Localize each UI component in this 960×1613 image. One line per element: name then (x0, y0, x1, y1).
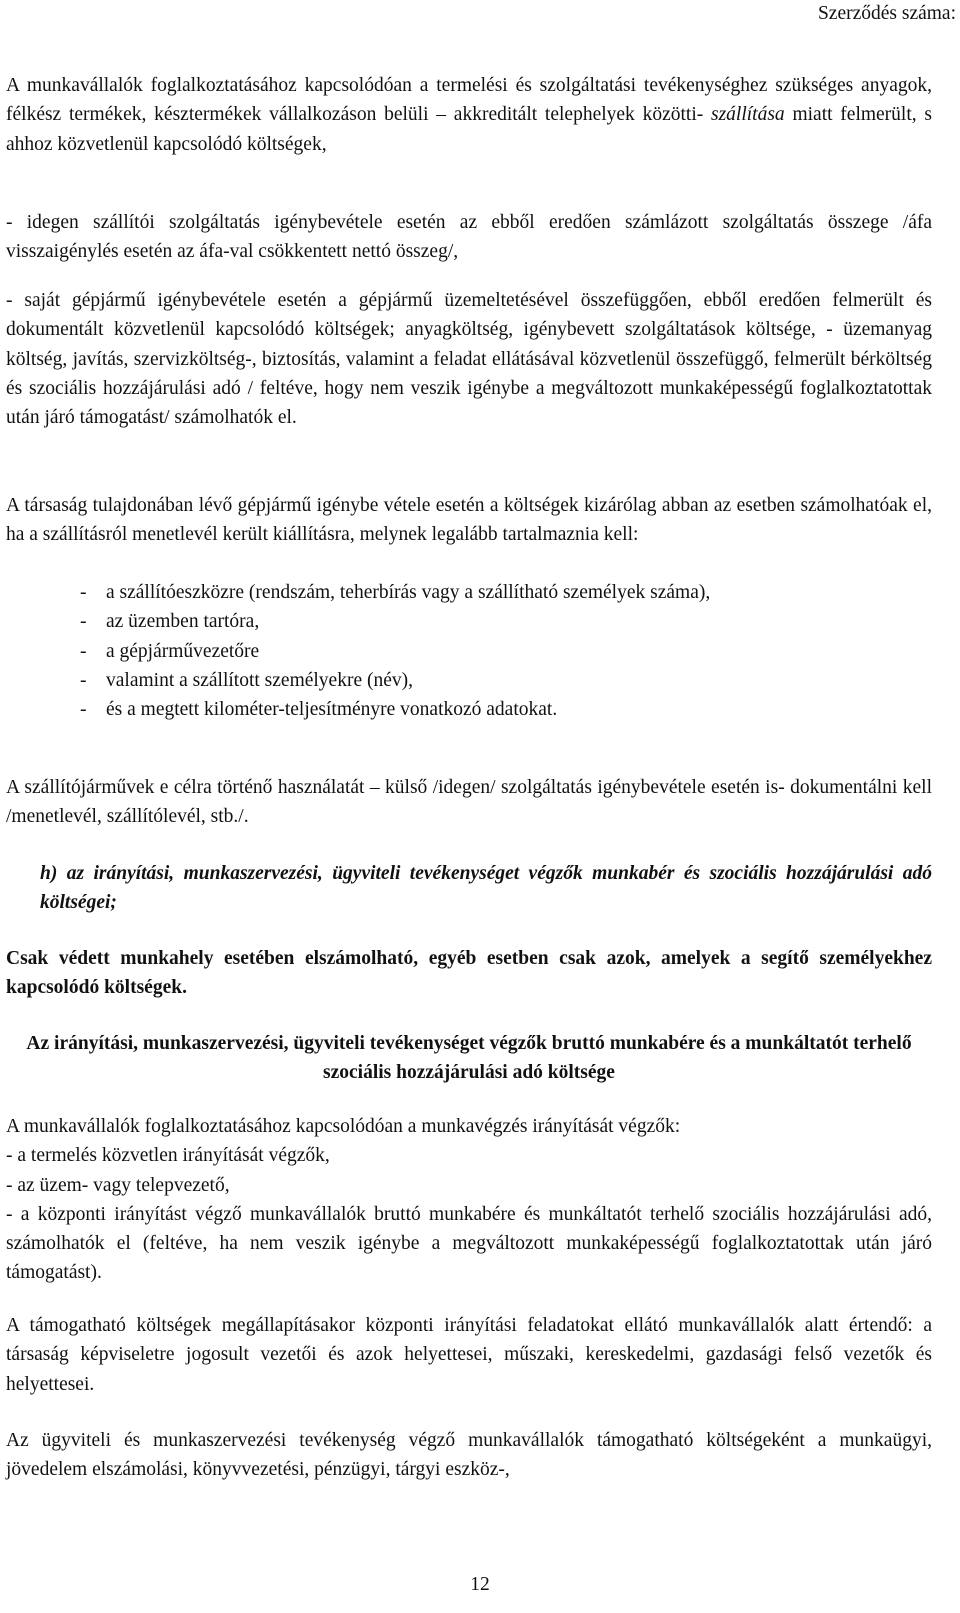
list-item: - valamint a szállított személyekre (név), (80, 669, 414, 691)
paragraph-transport-before: A munkavállalók foglalkoztatásához kapcsolódóan a termelési és szolgáltatási tevékenységhez szükséges anyagok, félkész termékek, késztermékek vállalkozáson belüli – akkreditált telephelyek közötti- (6, 75, 932, 126)
managers-line: - a termelés közvetlen irányítását végzők, (6, 1145, 330, 1167)
paragraph-own-vehicle: - saját gépjármű igénybevétele esetén a gépjármű üzemeltetésével összefüggően, ebből eredően felmerült és dokumentált közvetlenül kapcsolódó költségek; anyagköltség, igénybevett szolgáltatások költsége, - üzemanyag költség, javítás, szervizköltség-, biztosítás, valamint a feladat ellátásával közvetlenül összefüggő, felmerült bérköltség és szociális hozzájárulási adó / feltéve, hogy nem veszik igénybe a megváltozott munkaképességű foglalkoztatottak után járó támogatást/ számolhatók el. (6, 290, 932, 429)
paragraph-protected-workplace: Csak védett munkahely esetében elszámolható, egyéb esetben csak azok, amelyek a segítő személyekhez kapcsolódó költségek. (6, 948, 932, 999)
paragraph-transport-after: miatt felmerült, s ahhoz közvetlenül kapcsolódó költségek, (6, 104, 932, 155)
contract-number-label: Szerződés száma: (817, 3, 956, 24)
paragraph-managers (6, 1112, 932, 1288)
waybill-requirements-list (6, 578, 932, 724)
managers-line: - az üzem- vagy telepvezető, (6, 1174, 230, 1196)
paragraph-central-management: A támogatható költségek megállapításakor központi irányítási feladatokat ellátó munkavállalók alatt értendő: a társaság képviseletre jogosult vezetői és azok helyettesei, műszaki, kereskedelmi, gazdasági felső vezetők és helyettesei. (6, 1315, 932, 1395)
paragraph-external-carrier: - idegen szállítói szolgáltatás igénybevétele esetén az ebből eredően számlázott szolgáltatás összege /áfa visszaigénylés esetén az áfa-val csökkentett nettó összeg/, (6, 212, 932, 263)
managers-line: - a központi irányítást végző munkavállalók bruttó munkabére és munkáltatót terhelő szociális hozzájárulási adó, számolhatók el (feltéve, ha nem veszik igénybe a megváltozott munkaképességű foglalkoztatottak után járó támogatást). (6, 1203, 932, 1284)
paragraph-company-vehicle: A társaság tulajdonában lévő gépjármű igénybe vétele esetén a költségek kizárólag abban az esetben számolhatóak el, ha a szállításról menetlevél került kiállításra, melynek legalább tartalmaznia kell: (6, 495, 932, 546)
centered-heading: Az irányítási, munkaszervezési, ügyviteli tevékenységet végzők bruttó munkabére és a munkáltatót terhelő szociális hozzájárulási adó költsége (26, 1033, 912, 1084)
page-number: 12 (470, 1574, 490, 1595)
list-item: - a gépjárművezetőre (80, 640, 260, 662)
managers-line: A munkavállalók foglalkoztatásához kapcsolódóan a munkavégzés irányítását végzők: (6, 1116, 681, 1137)
paragraph-transport-italic: szállítása (711, 104, 785, 126)
paragraph-vehicle-use: A szállítójárművek e célra történő használatát – külső /idegen/ szolgáltatás igénybevétele esetén is- dokumentálni kell /menetlevél, szállítólevél, stb./. (6, 777, 932, 828)
section-h-heading: h) az irányítási, munkaszervezési, ügyviteli tevékenységet végzők munkabér és szociális hozzájárulási adó költségei; (40, 863, 932, 914)
list-item: - és a megtett kilométer-teljesítményre vonatkozó adatokat. (80, 699, 558, 721)
list-item: - a szállítóeszközre (rendszám, teherbírás vagy a szállítható személyek száma), (80, 582, 711, 603)
paragraph-administration: Az ügyviteli és munkaszervezési tevékenység végző munkavállalók támogatható költségeként a munkaügyi, jövedelem elszámolási, könyvvezetési, pénzügyi, tárgyi eszköz-, (6, 1430, 932, 1481)
paragraph-transport (6, 71, 932, 159)
list-item: - az üzemben tartóra, (80, 611, 260, 633)
